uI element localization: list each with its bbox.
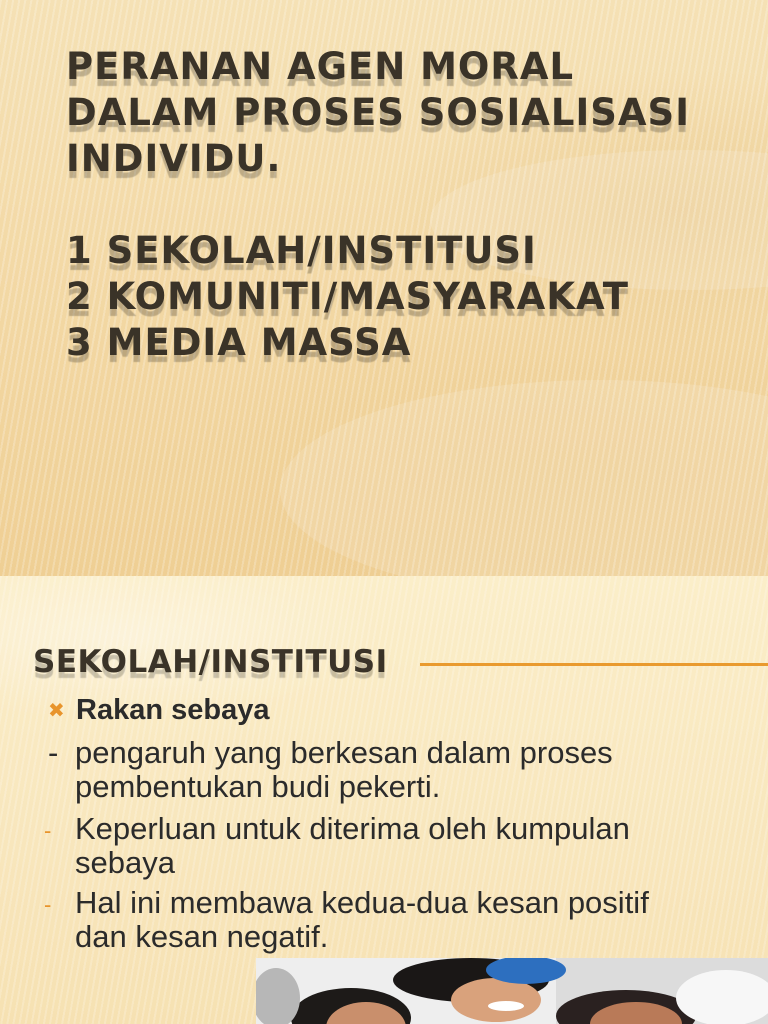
slide-2-heading: SEKOLAH/INSTITUSI (33, 644, 388, 680)
title-line: PERANAN AGEN MORAL (66, 45, 575, 88)
agent-item-2: 2 KOMUNITI/MASYARAKAT (66, 275, 629, 318)
bullet-line: sebaya (75, 845, 175, 880)
students-photo-drawing (256, 958, 768, 1024)
bullet-item (44, 736, 744, 804)
slide-2 (0, 576, 768, 1024)
bullet-line: dan kesan negatif. (75, 919, 329, 954)
title-line: DALAM PROSES SOSIALISASI (66, 91, 690, 134)
slide-1-title (66, 44, 746, 366)
bullet-line: Keperluan untuk diterima oleh kumpulan (75, 811, 630, 846)
title-spacer (66, 182, 746, 228)
agent-item-3: 3 MEDIA MASSA (66, 321, 412, 364)
bullet-item (44, 886, 744, 954)
bullet-line: Hal ini membawa kedua-dua kesan positif (75, 885, 649, 920)
heading-divider (420, 663, 768, 666)
bullet-line: pembentukan budi pekerti. (75, 769, 441, 804)
bullet-item (44, 812, 744, 880)
agent-item-1: 1 SEKOLAH/INSTITUSI (66, 229, 537, 272)
subheading: Rakan sebaya (76, 693, 270, 726)
bullet-line: pengaruh yang berkesan dalam proses (75, 735, 613, 770)
subheading-row (48, 692, 269, 728)
bullet-marker: - (44, 892, 52, 917)
students-photo (256, 958, 768, 1024)
bullet-marker: - (48, 735, 59, 770)
bullet-marker: - (44, 818, 52, 843)
background-swoosh (280, 380, 768, 576)
title-line: INDIVIDU. (66, 137, 282, 180)
x-bullet-icon: ✖ (48, 698, 65, 722)
